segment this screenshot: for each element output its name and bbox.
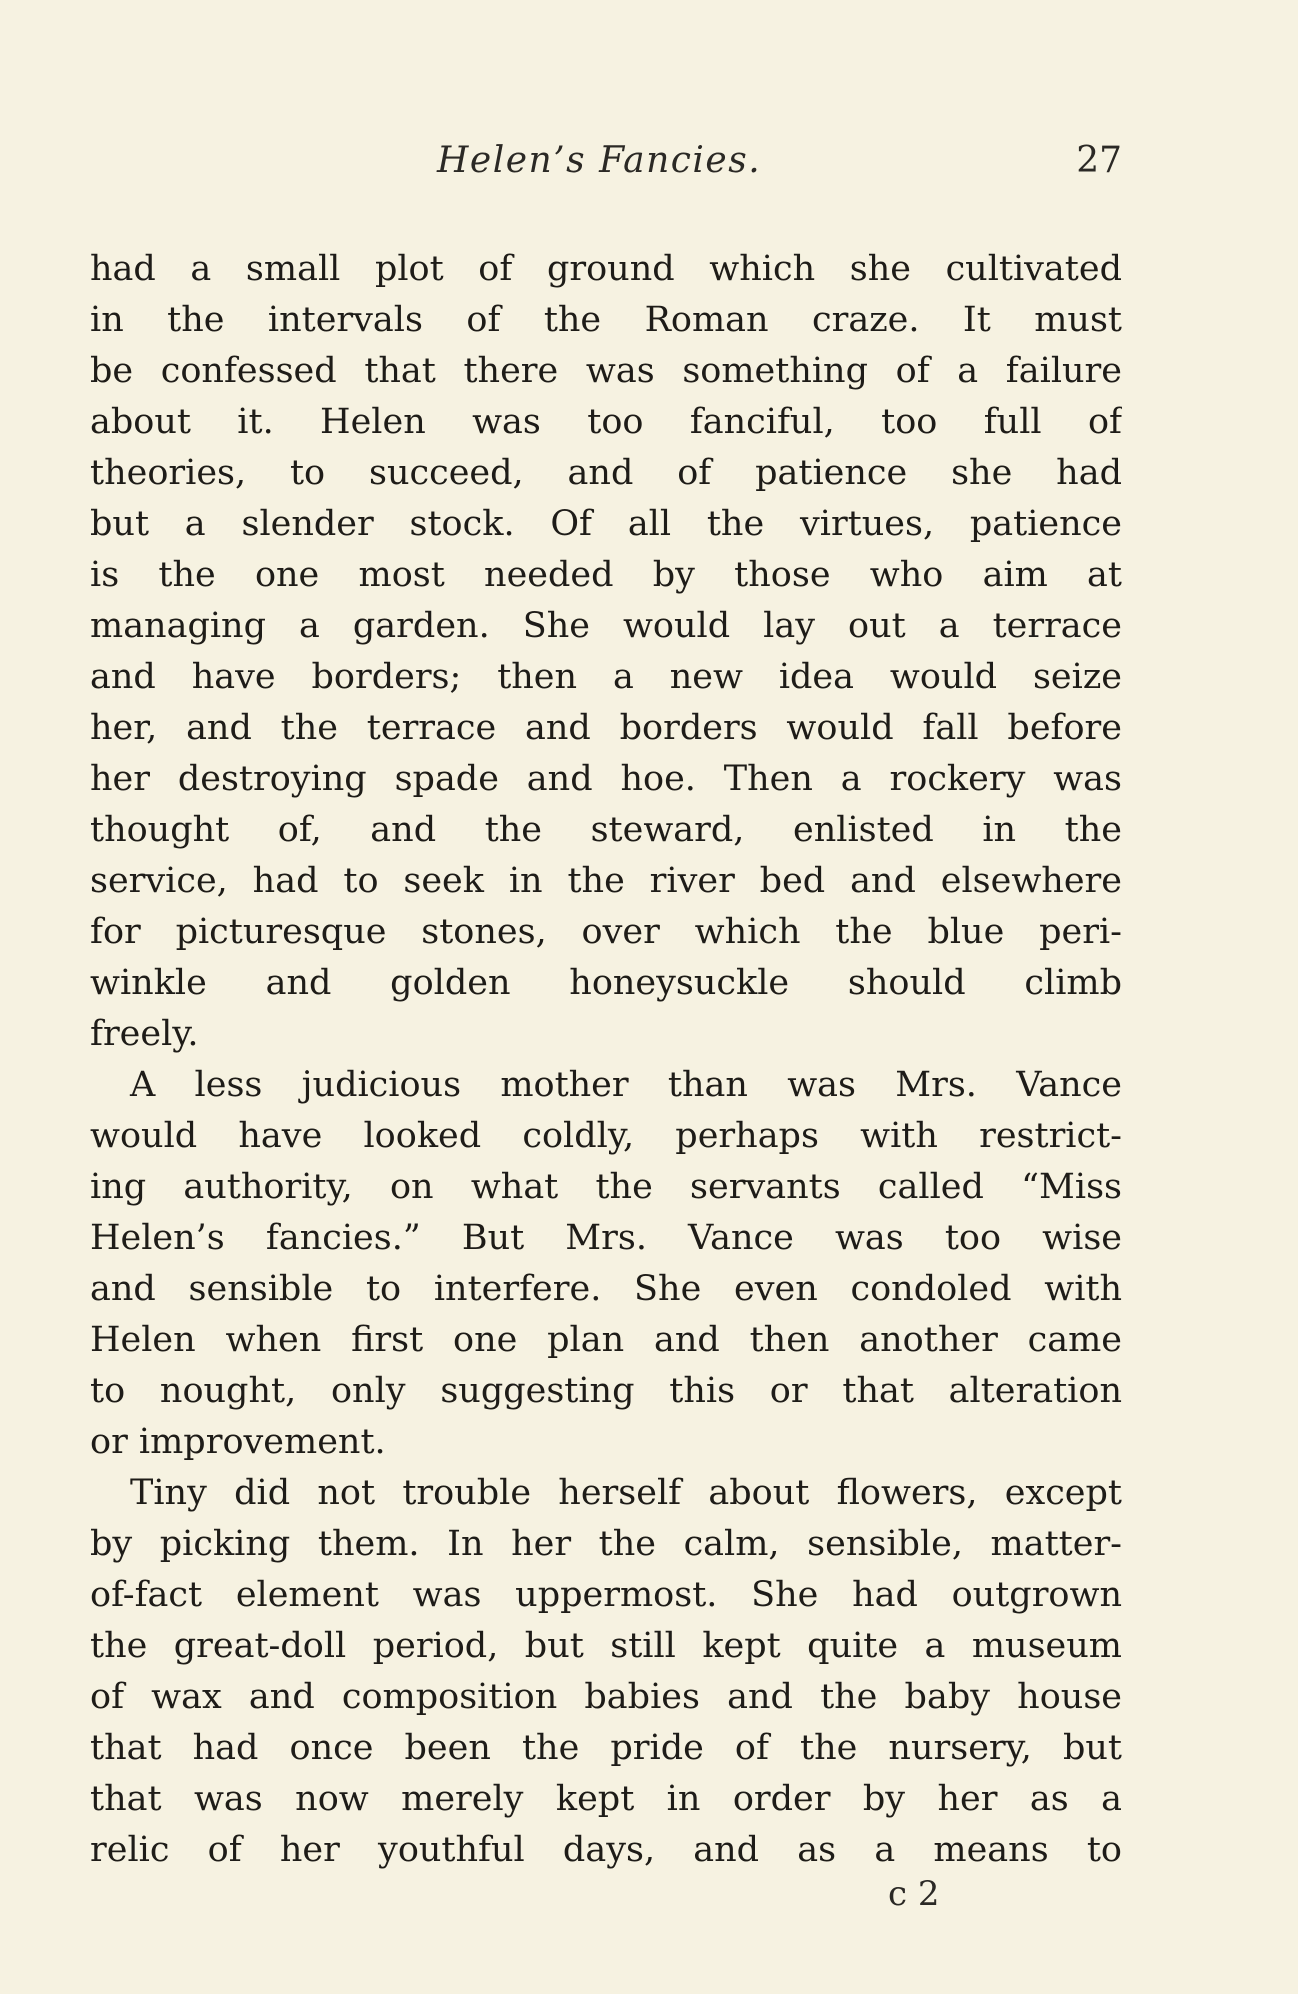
text-line: managing a garden. She would lay out a terrace <box>90 606 1122 646</box>
text-line: her destroying spade and hoe. Then a rockery was <box>90 759 1122 799</box>
text-line: about it. Helen was too fanciful, too full of <box>90 402 1122 442</box>
text-line: ing authority, on what the servants called “Miss <box>90 1167 1122 1207</box>
text-line: that was now merely kept in order by her as a <box>90 1779 1122 1819</box>
text-line: of-fact element was uppermost. She had outgrown <box>90 1575 1122 1615</box>
paragraph-end-line: or improvement. <box>90 1422 386 1462</box>
text-line: in the intervals of the Roman craze. It must <box>90 300 1122 340</box>
text-line: relic of her youthful days, and as a means to <box>90 1830 1122 1870</box>
text-line: be confessed that there was something of a failure <box>90 351 1122 391</box>
paragraph-start-line: A less judicious mother than was Mrs. Vance <box>130 1065 1122 1105</box>
text-line: and sensible to interfere. She even condoled with <box>90 1269 1122 1309</box>
page-number: 27 <box>1076 140 1122 181</box>
text-line: that had once been the pride of the nursery, but <box>90 1728 1122 1768</box>
text-line: service, had to seek in the river bed and elsewhere <box>90 861 1122 901</box>
signature-mark: c 2 <box>888 1874 940 1914</box>
paragraph-start-line: Tiny did not trouble herself about flowers, except <box>130 1473 1122 1513</box>
text-line: winkle and golden honeysuckle should climb <box>90 963 1122 1003</box>
running-head <box>92 140 1122 200</box>
text-line: of wax and composition babies and the baby house <box>90 1677 1122 1717</box>
running-title: Helen’s Fancies. <box>437 140 762 181</box>
text-line: had a small plot of ground which she cultivated <box>90 249 1122 289</box>
body-text <box>90 244 1122 1876</box>
text-line: thought of, and the steward, enlisted in the <box>90 810 1122 850</box>
text-line: but a slender stock. Of all the virtues, patience <box>90 504 1122 544</box>
text-line: is the one most needed by those who aim at <box>90 555 1122 595</box>
text-line: her, and the terrace and borders would fall before <box>90 708 1122 748</box>
text-line: Helen when first one plan and then another came <box>90 1320 1122 1360</box>
text-line: by picking them. In her the calm, sensible, matter- <box>90 1524 1122 1564</box>
text-line: theories, to succeed, and of patience she had <box>90 453 1122 493</box>
text-line: would have looked coldly, perhaps with restrict- <box>90 1116 1122 1156</box>
text-line: Helen’s fancies.” But Mrs. Vance was too wise <box>90 1218 1122 1258</box>
text-line: for picturesque stones, over which the blue peri- <box>90 912 1122 952</box>
text-line: the great-doll period, but still kept quite a museum <box>90 1626 1122 1666</box>
text-line: to nought, only suggesting this or that alteration <box>90 1371 1122 1411</box>
text-line: and have borders; then a new idea would seize <box>90 657 1122 697</box>
paragraph-end-line: freely. <box>90 1014 199 1054</box>
